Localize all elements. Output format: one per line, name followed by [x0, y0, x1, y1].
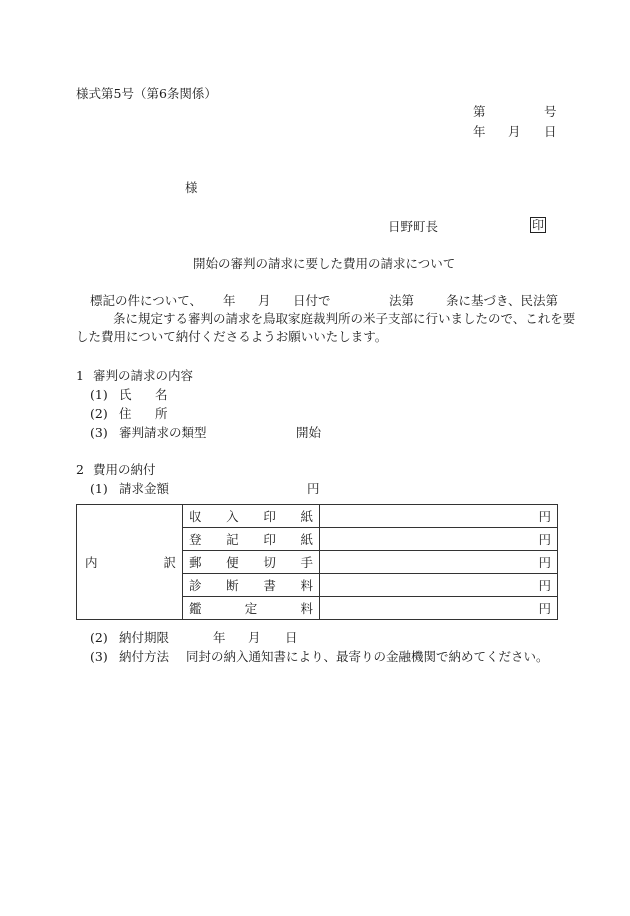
row-label: 収 入 印 紙: [189, 509, 313, 524]
breakdown-label: 内 訳: [85, 555, 176, 570]
body-text: した費用について納付くださるようお願いいたします。: [76, 329, 388, 344]
amount-unit: 円: [307, 481, 320, 496]
seal-mark: 印: [532, 218, 545, 232]
body-date-suffix: 日付で: [293, 293, 331, 308]
row-label-cell: [183, 574, 320, 597]
body-law-prefix: 法第: [389, 293, 415, 308]
section2-heading: 費用の納付: [93, 462, 156, 477]
payment-method-text: 同封の納入通知書により、最寄りの金融機関で納めてください。: [186, 649, 549, 664]
item-label: 審判請求の類型: [119, 425, 207, 440]
row-amount-cell: 円: [320, 551, 558, 574]
table-row: [77, 505, 558, 528]
breakdown-table: [76, 504, 558, 620]
item-label: 名: [155, 387, 168, 402]
addressee-honorific: 様: [185, 180, 198, 195]
row-label: 診 断 書 料: [189, 578, 313, 593]
item-number: (1): [90, 481, 108, 496]
deadline-year: 年: [213, 630, 226, 645]
breakdown-label-cell: [77, 505, 183, 620]
body-year: 年: [223, 293, 236, 308]
row-label-cell: [183, 597, 320, 620]
section1-number: 1: [76, 368, 84, 383]
item-label: 納付期限: [119, 630, 170, 645]
item-label: 請求金額: [119, 481, 170, 496]
doc-number-suffix: 号: [544, 104, 557, 119]
row-label-cell: [183, 505, 320, 528]
body-text: 標記の件について、: [90, 293, 203, 308]
item-number: (2): [90, 630, 108, 645]
date-year: 年: [473, 124, 486, 139]
item-number: (3): [90, 649, 108, 664]
row-label-cell: [183, 551, 320, 574]
sender-name: 日野町長: [388, 219, 439, 234]
section2-number: 2: [76, 462, 84, 477]
row-label-cell: [183, 528, 320, 551]
row-amount-cell: 円: [320, 528, 558, 551]
deadline-day: 日: [285, 630, 298, 645]
deadline-month: 月: [248, 630, 261, 645]
row-label: 郵 便 切 手: [189, 555, 313, 570]
item-label: 住: [119, 406, 132, 421]
body-month: 月: [258, 293, 271, 308]
body-article-text: 条に基づき、民法第: [446, 293, 559, 308]
date-day: 日: [544, 124, 557, 139]
date-month: 月: [508, 124, 521, 139]
body-text: 条に規定する審判の請求を鳥取家庭裁判所の米子支部に行いましたので、これを要: [113, 311, 576, 326]
row-label: 鑑 定 料: [189, 601, 313, 616]
item-number: (2): [90, 406, 108, 421]
section1-heading: 審判の請求の内容: [93, 368, 194, 383]
row-amount-cell: 円: [320, 597, 558, 620]
item-label: 氏: [119, 387, 132, 402]
row-amount-cell: 円: [320, 574, 558, 597]
row-amount-cell: 円: [320, 505, 558, 528]
item-number: (1): [90, 387, 108, 402]
document-title: 開始の審判の請求に要した費用の請求について: [193, 256, 456, 271]
item-number: (3): [90, 425, 108, 440]
doc-number-prefix: 第: [473, 104, 486, 119]
row-label: 登 記 印 紙: [189, 532, 313, 547]
item-value: 開始: [296, 425, 322, 440]
item-label: 所: [155, 406, 168, 421]
item-label: 納付方法: [119, 649, 170, 664]
form-id: 様式第5号（第6条関係）: [76, 86, 217, 101]
